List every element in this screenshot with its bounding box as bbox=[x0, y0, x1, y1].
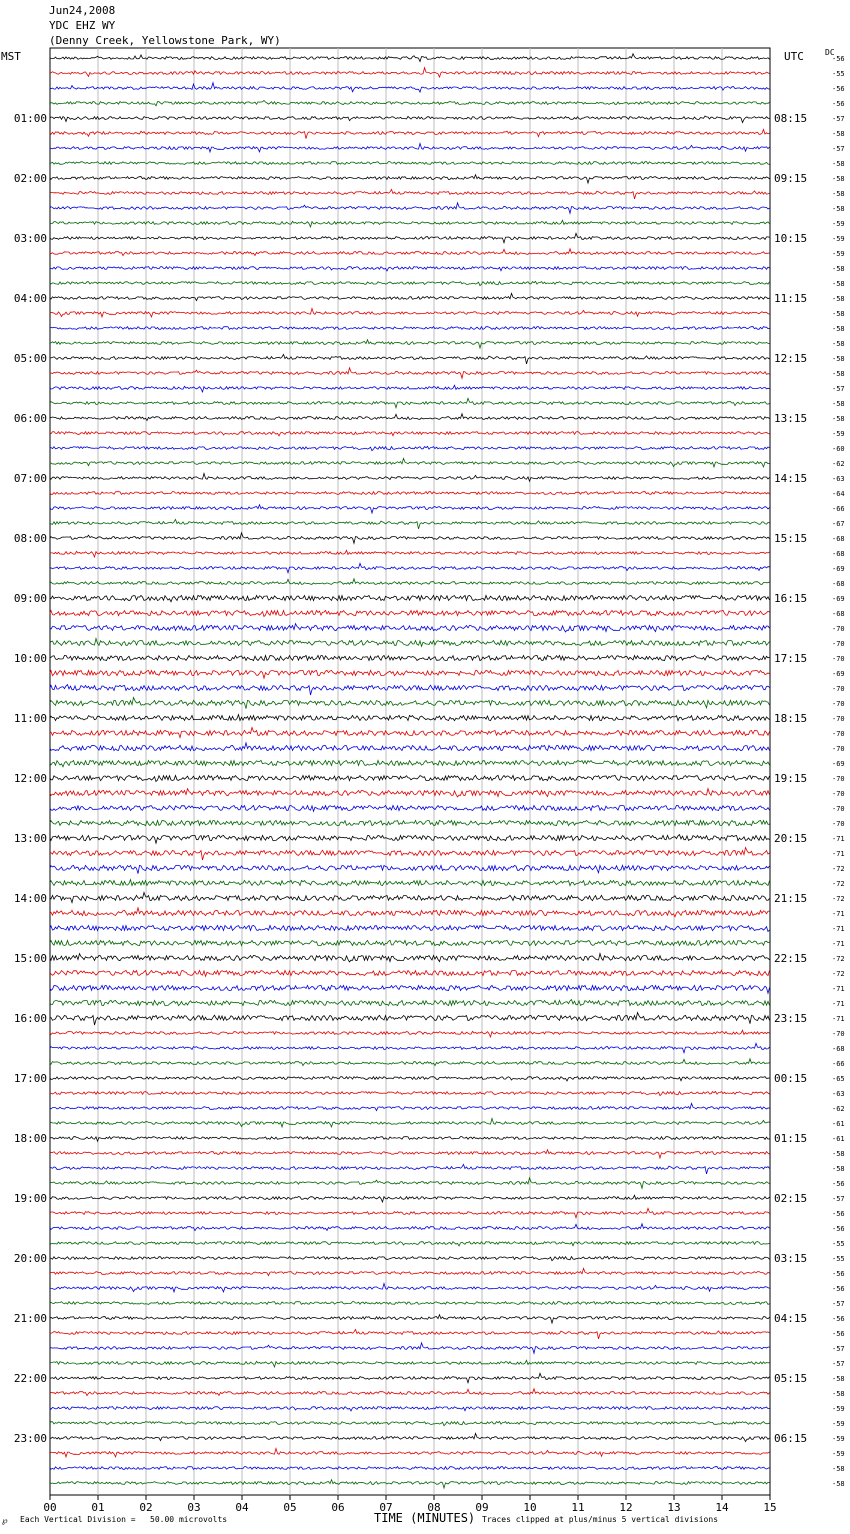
trace-line bbox=[50, 1302, 770, 1305]
dc-offset-label: -56 bbox=[832, 1270, 845, 1278]
dc-offset-label: -65 bbox=[832, 1075, 845, 1083]
trace-line bbox=[50, 1315, 770, 1323]
utc-hour-label: 15:15 bbox=[774, 532, 808, 545]
utc-hour-label: 04:15 bbox=[774, 1312, 808, 1325]
dc-offset-label: -57 bbox=[832, 115, 845, 123]
trace-line bbox=[50, 68, 770, 77]
trace-line bbox=[50, 1208, 770, 1217]
trace-line bbox=[50, 398, 770, 407]
trace-line bbox=[50, 940, 770, 945]
utc-hour-label: 06:15 bbox=[774, 1432, 808, 1445]
trace-line bbox=[50, 505, 770, 513]
dc-offset-label: -70 bbox=[832, 1030, 845, 1038]
trace-line bbox=[50, 1059, 770, 1066]
x-tick-label: 05 bbox=[283, 1501, 297, 1514]
trace-line bbox=[50, 533, 770, 544]
trace-line bbox=[50, 908, 770, 917]
right-axis-title: UTC bbox=[784, 50, 804, 63]
trace-line bbox=[50, 1421, 770, 1425]
dc-offset-label: -57 bbox=[832, 1300, 845, 1308]
dc-offset-label: -58 bbox=[832, 295, 845, 303]
x-tick-label: 06 bbox=[331, 1501, 345, 1514]
dc-offset-label: -68 bbox=[832, 1045, 845, 1053]
dc-offset-label: -69 bbox=[832, 670, 845, 678]
dc-offset-label: -61 bbox=[832, 1135, 845, 1143]
dc-offset-label: -70 bbox=[832, 625, 845, 633]
trace-line bbox=[50, 1389, 770, 1396]
dc-offset-label: -70 bbox=[832, 700, 845, 708]
trace-line bbox=[50, 835, 770, 844]
trace-line bbox=[50, 685, 770, 695]
mst-hour-label: 13:00 bbox=[13, 832, 47, 845]
trace-line bbox=[50, 595, 770, 601]
dc-offset-label: -57 bbox=[832, 385, 845, 393]
trace-line bbox=[50, 414, 770, 421]
chart-location: (Denny Creek, Yellowstone Park, WY) bbox=[49, 34, 281, 47]
trace-line bbox=[50, 970, 770, 976]
plot-frame bbox=[50, 48, 770, 1495]
utc-hour-label: 22:15 bbox=[774, 952, 808, 965]
dc-offset-label: -71 bbox=[832, 925, 845, 933]
dc-offset-label: -58 bbox=[832, 280, 845, 288]
dc-offset-label: -63 bbox=[832, 475, 845, 483]
utc-hour-label: 20:15 bbox=[774, 832, 808, 845]
mst-hour-label: 18:00 bbox=[13, 1132, 47, 1145]
dc-offset-label: -58 bbox=[832, 130, 845, 138]
utc-hour-label: 23:15 bbox=[774, 1012, 808, 1025]
mst-hour-label: 20:00 bbox=[13, 1252, 47, 1265]
trace-line bbox=[50, 1195, 770, 1202]
trace-line bbox=[50, 893, 770, 903]
trace-line bbox=[50, 83, 770, 92]
trace-line bbox=[50, 100, 770, 105]
utc-hour-label: 16:15 bbox=[774, 592, 808, 605]
trace-line bbox=[50, 1360, 770, 1367]
utc-hour-label: 05:15 bbox=[774, 1372, 808, 1385]
dc-offset-label: -72 bbox=[832, 955, 845, 963]
utc-hour-label: 19:15 bbox=[774, 772, 808, 785]
dc-offset-label: -56 bbox=[832, 55, 845, 63]
dc-offset-label: -72 bbox=[832, 880, 845, 888]
trace-line bbox=[50, 1268, 770, 1275]
trace-line bbox=[50, 385, 770, 392]
trace-line bbox=[50, 492, 770, 495]
trace-line bbox=[50, 220, 770, 227]
utc-hour-label: 21:15 bbox=[774, 892, 808, 905]
dc-offset-label: -71 bbox=[832, 835, 845, 843]
dc-offset-label: -58 bbox=[832, 205, 845, 213]
trace-line bbox=[50, 130, 770, 139]
x-tick-label: 15 bbox=[763, 1501, 777, 1514]
dc-offset-label: -58 bbox=[832, 1465, 845, 1473]
dc-offset-label: -58 bbox=[832, 415, 845, 423]
traces bbox=[50, 54, 770, 1488]
dc-offset-label: -56 bbox=[832, 100, 845, 108]
dc-offset-label: -56 bbox=[832, 1180, 845, 1188]
dc-offset-label: -63 bbox=[832, 1090, 845, 1098]
dc-offset-label: -58 bbox=[832, 370, 845, 378]
trace-line bbox=[50, 175, 770, 183]
dc-offset-label: -57 bbox=[832, 1360, 845, 1368]
x-tick-label: 14 bbox=[715, 1501, 729, 1514]
trace-line bbox=[50, 1137, 770, 1142]
x-tick-label: 08 bbox=[427, 1501, 441, 1514]
dc-offset-label: -59 bbox=[832, 1450, 845, 1458]
trace-line bbox=[50, 368, 770, 379]
dc-offset-label: -67 bbox=[832, 520, 845, 528]
trace-line bbox=[50, 805, 770, 811]
trace-line bbox=[50, 760, 770, 766]
trace-line bbox=[50, 1467, 770, 1470]
trace-line bbox=[50, 1030, 770, 1037]
trace-line bbox=[50, 327, 770, 330]
trace-line bbox=[50, 1343, 770, 1354]
trace-line bbox=[50, 925, 770, 931]
dc-offset-label: -56 bbox=[832, 1285, 845, 1293]
dc-offset-label: -58 bbox=[832, 1150, 845, 1158]
trace-line bbox=[50, 143, 770, 152]
left-axis-title: MST bbox=[1, 50, 21, 63]
trace-line bbox=[50, 233, 770, 242]
trace-line bbox=[50, 954, 770, 962]
x-tick-label: 13 bbox=[667, 1501, 681, 1514]
trace-line bbox=[50, 446, 770, 450]
mst-hour-label: 19:00 bbox=[13, 1192, 47, 1205]
mst-hour-label: 06:00 bbox=[13, 412, 47, 425]
corner-mark: ℘ bbox=[2, 1516, 8, 1525]
dc-offset-label: -58 bbox=[832, 1375, 845, 1383]
mst-hour-label: 17:00 bbox=[13, 1072, 47, 1085]
dc-offset-label: -68 bbox=[832, 580, 845, 588]
trace-line bbox=[50, 1178, 770, 1189]
trace-line bbox=[50, 1256, 770, 1260]
trace-line bbox=[50, 1433, 770, 1441]
mst-hour-label: 03:00 bbox=[13, 232, 47, 245]
trace-line bbox=[50, 1077, 770, 1081]
x-tick-label: 04 bbox=[235, 1501, 249, 1514]
trace-line bbox=[50, 432, 770, 436]
trace-line bbox=[50, 1043, 770, 1052]
dc-offset-label: -56 bbox=[832, 1330, 845, 1338]
vertical-division-note: Each Vertical Division = 50.00 microvolts bbox=[20, 1515, 228, 1524]
dc-offset-label: -56 bbox=[832, 85, 845, 93]
x-tick-label: 10 bbox=[523, 1501, 537, 1514]
dc-offset-label: -56 bbox=[832, 1315, 845, 1323]
mst-hour-label: 09:00 bbox=[13, 592, 47, 605]
mst-hour-label: 07:00 bbox=[13, 472, 47, 485]
dc-offset-label: -69 bbox=[832, 595, 845, 603]
dc-offset-label: -56 bbox=[832, 1225, 845, 1233]
trace-line bbox=[50, 1283, 770, 1292]
utc-hour-label: 13:15 bbox=[774, 412, 808, 425]
trace-line bbox=[50, 865, 770, 873]
trace-line bbox=[50, 880, 770, 886]
trace-line bbox=[50, 267, 770, 271]
dc-label: DC bbox=[825, 48, 835, 57]
trace-line bbox=[50, 610, 770, 616]
utc-hour-label: 08:15 bbox=[774, 112, 808, 125]
trace-line bbox=[50, 789, 770, 797]
trace-line bbox=[50, 1013, 770, 1026]
trace-line bbox=[50, 1150, 770, 1158]
dc-offset-label: -56 bbox=[832, 1210, 845, 1218]
trace-line bbox=[50, 775, 770, 781]
trace-line bbox=[50, 848, 770, 861]
dc-offset-label: -59 bbox=[832, 1420, 845, 1428]
right-hour-labels bbox=[774, 112, 807, 1445]
utc-hour-label: 11:15 bbox=[774, 292, 808, 305]
dc-offset-label: -55 bbox=[832, 70, 845, 78]
trace-line bbox=[50, 203, 770, 214]
trace-line bbox=[50, 1224, 770, 1231]
dc-offset-label: -58 bbox=[832, 175, 845, 183]
dc-offset-label: -60 bbox=[832, 445, 845, 453]
mst-hour-label: 05:00 bbox=[13, 352, 47, 365]
trace-line bbox=[50, 820, 770, 825]
x-tick-label: 07 bbox=[379, 1501, 393, 1514]
mst-hour-label: 02:00 bbox=[13, 172, 47, 185]
mst-hour-label: 21:00 bbox=[13, 1312, 47, 1325]
mst-hour-label: 22:00 bbox=[13, 1372, 47, 1385]
mst-hour-label: 11:00 bbox=[13, 712, 47, 725]
dc-offset-label: -70 bbox=[832, 745, 845, 753]
dc-offset-label: -66 bbox=[832, 505, 845, 513]
dc-offset-label: -59 bbox=[832, 220, 845, 228]
dc-offset-label: -70 bbox=[832, 655, 845, 663]
trace-line bbox=[50, 670, 770, 678]
dc-offset-label: -70 bbox=[832, 685, 845, 693]
utc-hour-label: 01:15 bbox=[774, 1132, 808, 1145]
trace-line bbox=[50, 1448, 770, 1457]
dc-offset-label: -70 bbox=[832, 640, 845, 648]
dc-offset-label: -69 bbox=[832, 565, 845, 573]
dc-offset-label: -62 bbox=[832, 460, 845, 468]
mst-hour-label: 15:00 bbox=[13, 952, 47, 965]
trace-line bbox=[50, 728, 770, 738]
dc-offset-label: -62 bbox=[832, 1105, 845, 1113]
trace-line bbox=[50, 655, 770, 660]
dc-offset-label: -57 bbox=[832, 1345, 845, 1353]
dc-offset-label: -58 bbox=[832, 340, 845, 348]
chart-station: YDC EHZ WY bbox=[49, 19, 116, 32]
mst-hour-label: 01:00 bbox=[13, 112, 47, 125]
utc-hour-label: 00:15 bbox=[774, 1072, 808, 1085]
trace-line bbox=[50, 579, 770, 585]
trace-line bbox=[50, 519, 770, 529]
dc-offset-label: -68 bbox=[832, 610, 845, 618]
dc-offset-label: -71 bbox=[832, 1000, 845, 1008]
dc-offset-label: -58 bbox=[832, 1390, 845, 1398]
utc-hour-label: 18:15 bbox=[774, 712, 808, 725]
dc-offset-label: -55 bbox=[832, 1255, 845, 1263]
utc-hour-label: 10:15 bbox=[774, 232, 808, 245]
dc-offset-label: -68 bbox=[832, 535, 845, 543]
dc-offset-label: -57 bbox=[832, 1195, 845, 1203]
trace-line bbox=[50, 1407, 770, 1411]
trace-line bbox=[50, 1091, 770, 1095]
trace-line bbox=[50, 354, 770, 364]
dc-offset-label: -55 bbox=[832, 1240, 845, 1248]
dc-offset-label: -69 bbox=[832, 760, 845, 768]
trace-line bbox=[50, 743, 770, 751]
dc-offset-label: -58 bbox=[832, 160, 845, 168]
x-axis-label: TIME (MINUTES) bbox=[374, 1511, 476, 1525]
utc-hour-label: 02:15 bbox=[774, 1192, 808, 1205]
dc-offset-labels bbox=[832, 55, 845, 1488]
trace-line bbox=[50, 162, 770, 165]
trace-line bbox=[50, 189, 770, 199]
trace-line bbox=[50, 1103, 770, 1110]
trace-line bbox=[50, 563, 770, 572]
dc-offset-label: -71 bbox=[832, 910, 845, 918]
left-hour-labels bbox=[14, 112, 47, 1445]
trace-line bbox=[50, 281, 770, 285]
trace-line bbox=[50, 1164, 770, 1174]
utc-hour-label: 14:15 bbox=[774, 472, 808, 485]
trace-line bbox=[50, 1329, 770, 1339]
trace-line bbox=[50, 340, 770, 348]
mst-hour-label: 12:00 bbox=[13, 772, 47, 785]
trace-line bbox=[50, 249, 770, 256]
chart-date: Jun24,2008 bbox=[49, 4, 116, 17]
dc-offset-label: -68 bbox=[832, 550, 845, 558]
mst-hour-label: 04:00 bbox=[13, 292, 47, 305]
trace-line bbox=[50, 308, 770, 317]
dc-offset-label: -64 bbox=[832, 490, 845, 498]
trace-line bbox=[50, 550, 770, 557]
trace-line bbox=[50, 1373, 770, 1382]
utc-hour-label: 09:15 bbox=[774, 172, 808, 185]
dc-offset-label: -70 bbox=[832, 790, 845, 798]
dc-offset-label: -59 bbox=[832, 250, 845, 258]
x-tick-label: 03 bbox=[187, 1501, 201, 1514]
mst-hour-label: 14:00 bbox=[13, 892, 47, 905]
trace-line bbox=[50, 1242, 770, 1246]
mst-hour-label: 16:00 bbox=[13, 1012, 47, 1025]
x-tick-label: 12 bbox=[619, 1501, 633, 1514]
trace-line bbox=[50, 54, 770, 62]
dc-offset-label: -71 bbox=[832, 1015, 845, 1023]
dc-offset-label: -59 bbox=[832, 430, 845, 438]
mst-hour-label: 10:00 bbox=[13, 652, 47, 665]
dc-offset-label: -71 bbox=[832, 850, 845, 858]
clip-note: Traces clipped at plus/minus 5 vertical divisions bbox=[482, 1515, 719, 1524]
utc-hour-label: 03:15 bbox=[774, 1252, 808, 1265]
dc-offset-label: -58 bbox=[832, 1165, 845, 1173]
trace-line bbox=[50, 1000, 770, 1006]
mst-hour-label: 08:00 bbox=[13, 532, 47, 545]
mst-hour-label: 23:00 bbox=[13, 1432, 47, 1445]
dc-offset-label: -59 bbox=[832, 1405, 845, 1413]
dc-offset-label: -72 bbox=[832, 970, 845, 978]
dc-offset-label: -70 bbox=[832, 775, 845, 783]
dc-offset-label: -72 bbox=[832, 895, 845, 903]
dc-offset-label: -71 bbox=[832, 985, 845, 993]
x-tick-label: 09 bbox=[475, 1501, 489, 1514]
trace-line bbox=[50, 473, 770, 481]
utc-hour-label: 17:15 bbox=[774, 652, 808, 665]
trace-line bbox=[50, 293, 770, 300]
dc-offset-label: -70 bbox=[832, 715, 845, 723]
trace-line bbox=[50, 698, 770, 709]
dc-offset-label: -58 bbox=[832, 310, 845, 318]
dc-offset-label: -66 bbox=[832, 1060, 845, 1068]
dc-offset-label: -59 bbox=[832, 235, 845, 243]
grid-lines bbox=[50, 48, 770, 1495]
dc-offset-label: -57 bbox=[832, 145, 845, 153]
dc-offset-label: -58 bbox=[832, 1480, 845, 1488]
dc-offset-label: -71 bbox=[832, 940, 845, 948]
dc-offset-label: -59 bbox=[832, 1435, 845, 1443]
x-tick-label: 00 bbox=[43, 1501, 57, 1514]
utc-hour-label: 12:15 bbox=[774, 352, 808, 365]
dc-offset-label: -58 bbox=[832, 190, 845, 198]
dc-offset-label: -70 bbox=[832, 820, 845, 828]
x-tick-label: 02 bbox=[139, 1501, 153, 1514]
dc-offset-label: -72 bbox=[832, 865, 845, 873]
x-tick-label: 11 bbox=[571, 1501, 585, 1514]
dc-offset-label: -61 bbox=[832, 1120, 845, 1128]
trace-line bbox=[50, 639, 770, 647]
trace-line bbox=[50, 116, 770, 123]
dc-offset-label: -58 bbox=[832, 355, 845, 363]
dc-offset-label: -58 bbox=[832, 400, 845, 408]
trace-line bbox=[50, 985, 770, 993]
trace-line bbox=[50, 1118, 770, 1127]
trace-line bbox=[50, 715, 770, 721]
dc-offset-label: -70 bbox=[832, 805, 845, 813]
x-tick-label: 01 bbox=[91, 1501, 105, 1514]
trace-line bbox=[50, 624, 770, 632]
dc-offset-label: -58 bbox=[832, 325, 845, 333]
trace-line bbox=[50, 1480, 770, 1488]
dc-offset-label: -58 bbox=[832, 265, 845, 273]
dc-offset-label: -70 bbox=[832, 730, 845, 738]
trace-line bbox=[50, 458, 770, 467]
